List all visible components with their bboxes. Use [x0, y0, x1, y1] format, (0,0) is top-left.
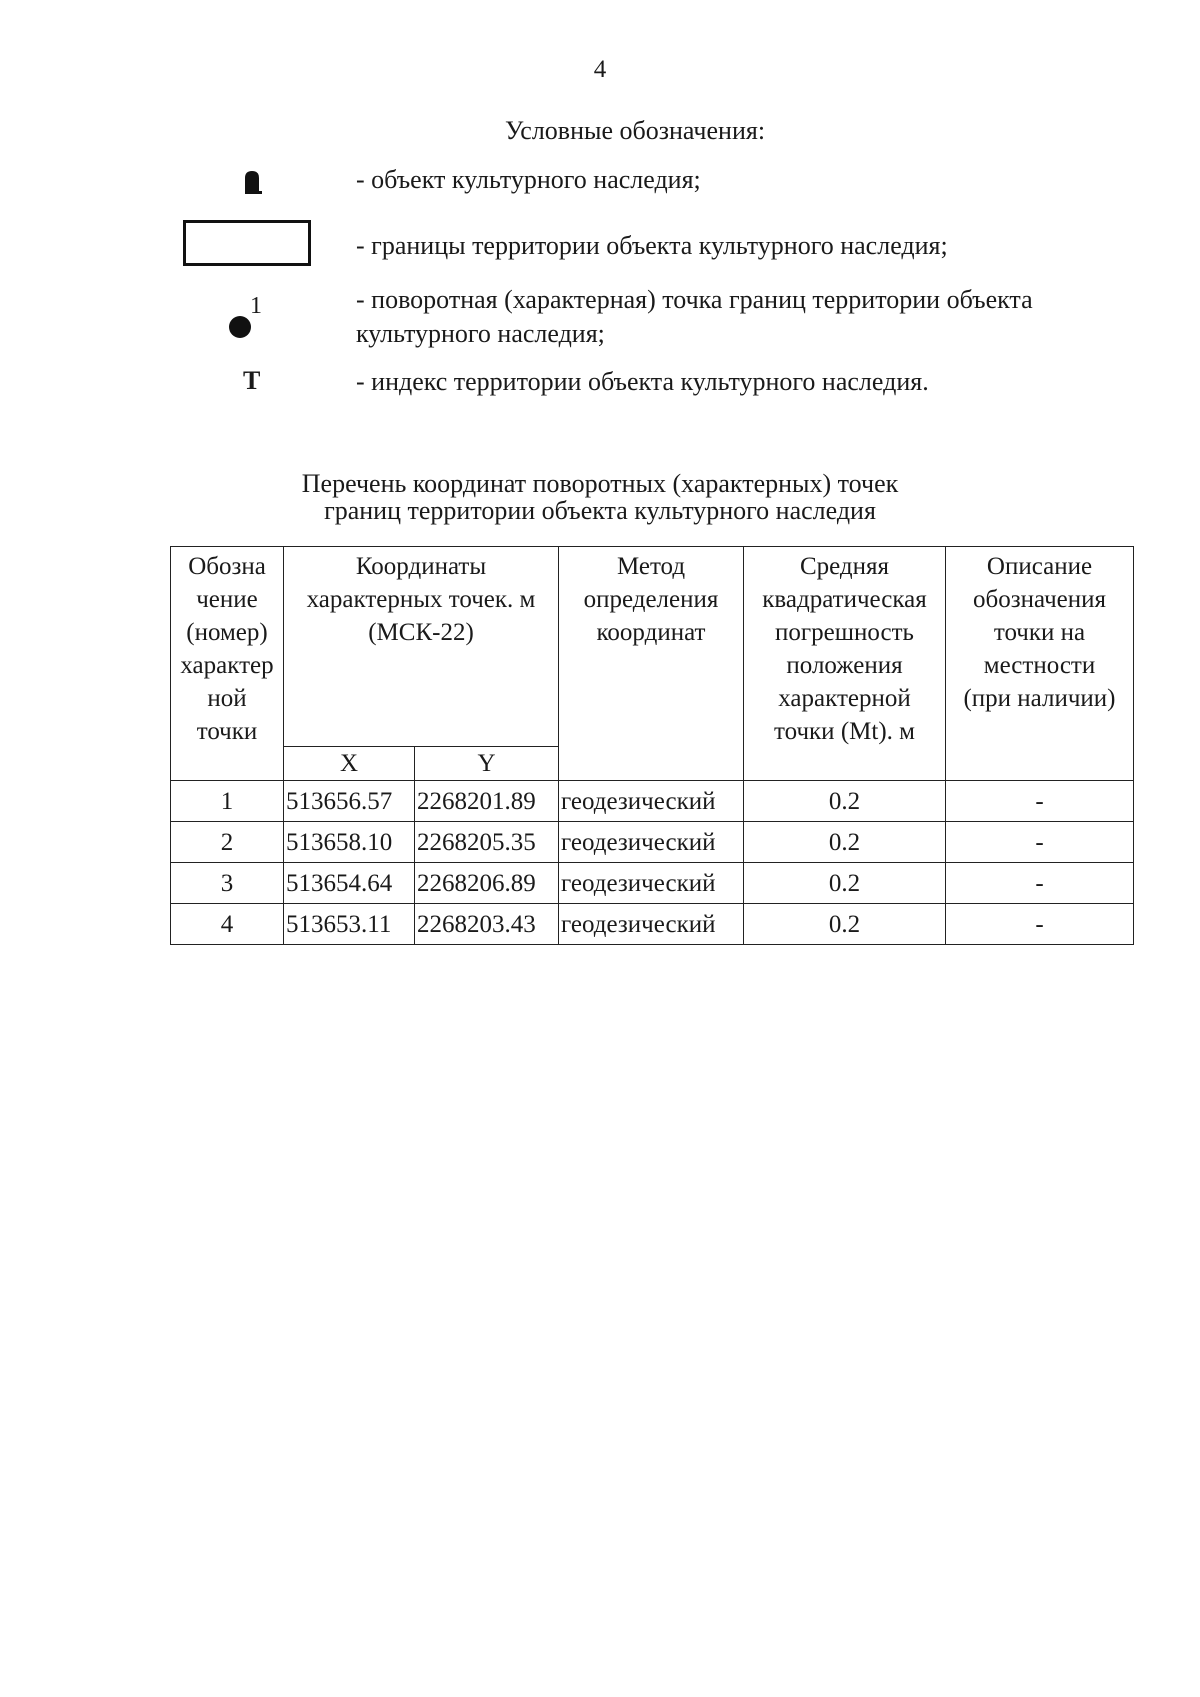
legend-text-turning-point-line1: - поворотная (характерная) точка границ территории объекта	[356, 285, 1033, 314]
coordinates-table	[170, 546, 1134, 945]
cell-description: -	[946, 863, 1134, 904]
cell-method: геодезический	[559, 781, 744, 822]
table-row	[171, 822, 1134, 863]
turning-point-icon	[226, 295, 266, 345]
table-header-row	[171, 547, 1134, 747]
cell-number: 3	[171, 863, 284, 904]
legend-text-index: - индекс территории объекта культурного наследия.	[356, 367, 929, 396]
cell-y: 2268201.89	[415, 781, 559, 822]
page-number: 4	[593, 56, 607, 83]
legend-title: Условные обозначения:	[505, 116, 766, 145]
header-designation: Обозна чение (номер) характер ной точки	[171, 547, 284, 781]
header-error: Средняя квадратическая погрешность положения характерной точки (Mt). м	[744, 547, 946, 781]
cell-description: -	[946, 904, 1134, 945]
table-row	[171, 863, 1134, 904]
legend-text-monument: - объект культурного наследия;	[356, 165, 701, 194]
cell-y: 2268205.35	[415, 822, 559, 863]
cell-x: 513658.10	[284, 822, 415, 863]
cell-error: 0.2	[744, 781, 946, 822]
legend-text-boundary: - границы территории объекта культурного наследия;	[356, 231, 948, 260]
cell-error: 0.2	[744, 863, 946, 904]
turning-point-icon-label: 1	[250, 293, 262, 319]
cell-number: 2	[171, 822, 284, 863]
monument-icon	[242, 170, 262, 194]
cell-number: 4	[171, 904, 284, 945]
cell-description: -	[946, 781, 1134, 822]
cell-error: 0.2	[744, 822, 946, 863]
header-y: Y	[415, 747, 559, 781]
cell-x: 513653.11	[284, 904, 415, 945]
cell-method: геодезический	[559, 822, 744, 863]
cell-x: 513656.57	[284, 781, 415, 822]
header-method: Метод определения координат	[559, 547, 744, 781]
index-icon: Т	[243, 366, 261, 395]
cell-method: геодезический	[559, 904, 744, 945]
legend-text-turning-point-line2: культурного наследия;	[356, 319, 605, 348]
cell-y: 2268206.89	[415, 863, 559, 904]
header-coordinates: Координаты характерных точек. м (МСК-22)	[284, 547, 559, 747]
cell-description: -	[946, 822, 1134, 863]
header-x: X	[284, 747, 415, 781]
table-title-line1: Перечень координат поворотных (характерных) точек	[301, 469, 899, 498]
cell-method: геодезический	[559, 863, 744, 904]
table-title-line2: границ территории объекта культурного наследия	[324, 496, 876, 525]
boundary-rectangle-icon	[183, 220, 311, 266]
table-title	[0, 470, 1200, 524]
cell-x: 513654.64	[284, 863, 415, 904]
cell-y: 2268203.43	[415, 904, 559, 945]
table-row	[171, 781, 1134, 822]
cell-number: 1	[171, 781, 284, 822]
table-row	[171, 904, 1134, 945]
cell-error: 0.2	[744, 904, 946, 945]
header-description: Описание обозначения точки на местности (при наличии)	[946, 547, 1134, 781]
